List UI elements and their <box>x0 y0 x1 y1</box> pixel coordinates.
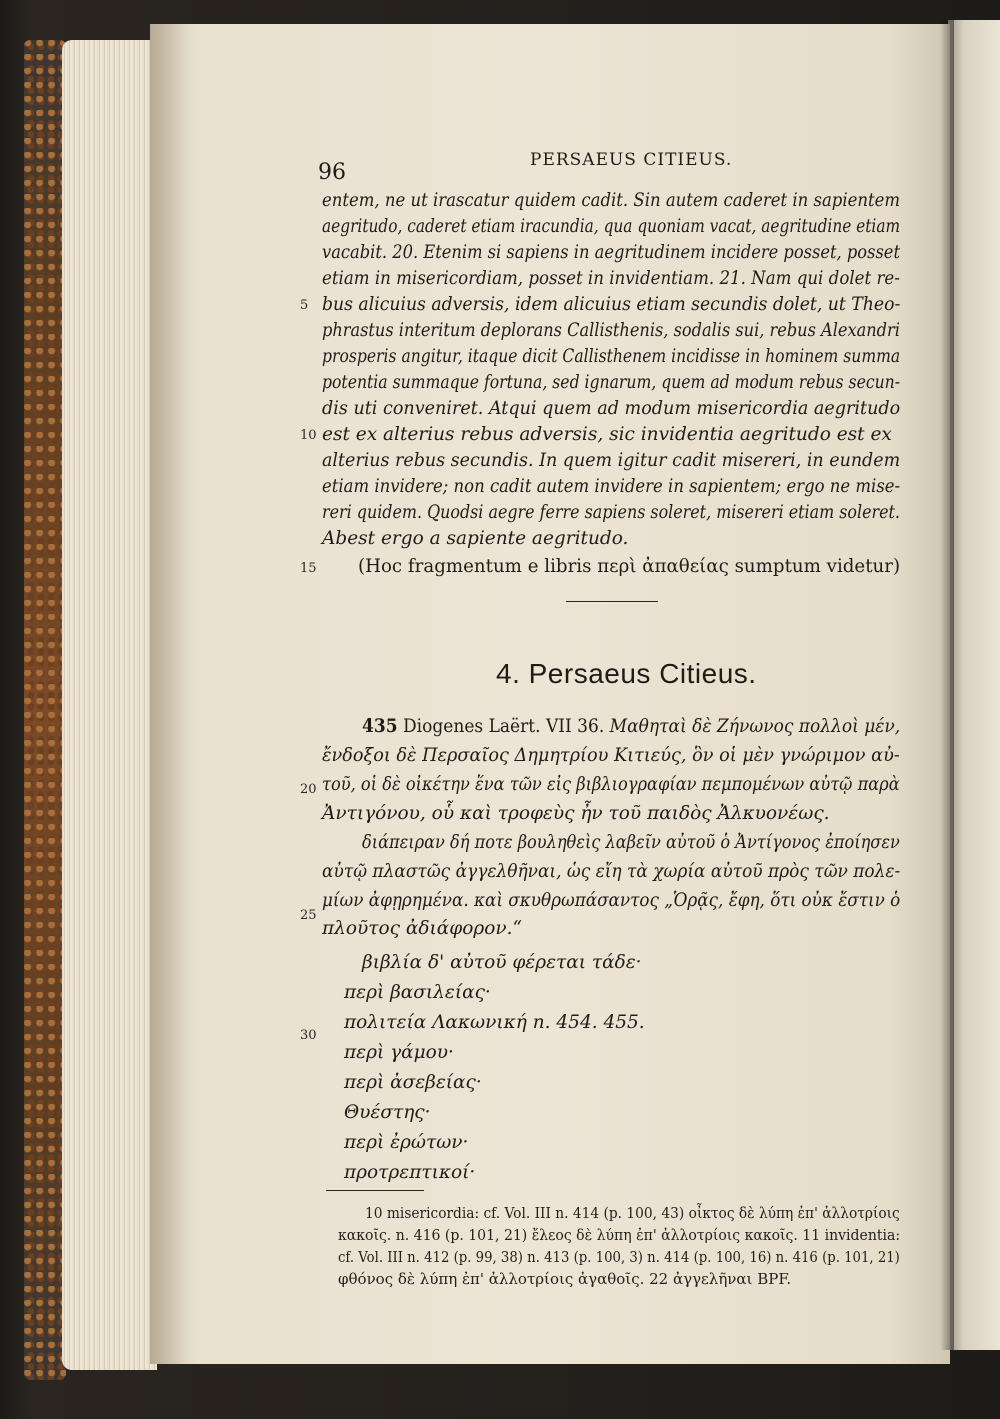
running-title: PERSAEUS CITIEUS. <box>530 150 733 170</box>
gutter-shadow <box>150 24 190 1364</box>
section-title: 4. Persaeus Citieus. <box>496 658 757 689</box>
entry-line: μίων ἀφῃρημένα. καὶ σκυθρωπάσαντος „Ὁρᾷς, ἔφη, ὅτι οὐκ ἔστιν ὁ <box>322 890 901 911</box>
book-spine <box>24 40 66 1380</box>
page-number: 96 <box>318 160 346 185</box>
entry-source: Diogenes Laërt. VII 36. <box>402 716 605 737</box>
footnote-line: φθόνος δὲ λύπη ἐπ' ἀλλοτρίοις ἀγαθοῖς. 22 ἀγγελῆναι BPF. <box>338 1270 792 1288</box>
fragment-line: potentia summaque fortuna, sed ignarum, quem ad modum rebus secun- <box>322 372 900 393</box>
entry-line: διάπειραν δή ποτε βουληθεὶς λαβεῖν αὐτοῦ ὁ Ἀντίγονος ἐποίησεν <box>362 832 900 853</box>
work-title: περὶ γάμου· <box>344 1042 454 1063</box>
line-number: 25 <box>300 908 317 923</box>
fragment-line: reri quidem. Quodsi aegre ferre sapiens soleret, misereri etiam soleret. <box>322 502 900 523</box>
work-title: Θυέστης· <box>344 1102 431 1123</box>
fragment-line: etiam in misericordiam, posset in invidentiam. 21. Nam qui dolet re- <box>322 268 900 289</box>
line-number: 20 <box>300 782 317 797</box>
fragment-line: alterius rebus secundis. In quem igitur cadit misereri, in eundem <box>322 450 901 471</box>
line-number: 15 <box>300 561 317 576</box>
works-intro: βιβλία δ' αὐτοῦ φέρεται τάδε· <box>362 952 642 973</box>
line-number: 5 <box>300 298 309 313</box>
footnote-line: κακοῖς. n. 416 (p. 101, 21) ἔλεος δὲ λύπη ἐπ' ἀλλοτρίοις κακοῖς. 11 invidentia: <box>338 1226 901 1244</box>
fragment-line: vacabit. 20. Etenim si sapiens in aegritudinem incidere posset, posset <box>322 242 900 263</box>
footnote-rule <box>326 1190 424 1191</box>
entry-line: ἔνδοξοι δὲ Περσαῖος Δημητρίου Κιτιεύς, ὃν οἱ μὲν γνώριμον αὐ- <box>322 745 900 766</box>
entry-heading <box>362 716 900 737</box>
facing-page-shadow <box>940 20 954 1350</box>
footnote-line: cf. Vol. III n. 412 (p. 99, 38) n. 413 (p. 100, 3) n. 414 (p. 100, 16) n. 416 (p. 101, 21) <box>338 1248 900 1266</box>
fragment-line: phrastus interitum deplorans Callisthenis, sodalis sui, rebus Alexandri <box>322 320 900 341</box>
source-note: (Hoc fragmentum e libris περὶ ἀπαθείας sumptum videtur) <box>358 556 901 577</box>
fragment-line: etiam invidere; non cadit autem invidere in sapientem; ergo ne mise- <box>322 476 901 497</box>
fragment-line: prosperis angitur, itaque dicit Callisthenem incidisse in hominem summa <box>322 346 901 367</box>
section-divider <box>566 601 658 602</box>
fragment-line: Abest ergo a sapiente aegritudo. <box>322 528 629 549</box>
fragment-line: est ex alterius rebus adversis, sic invidentia aegritudo est ex <box>322 424 892 445</box>
entry-line: τοῦ, οἱ δὲ οἰκέτην ἕνα τῶν εἰς βιβλιογραφίαν πεμπομένων αὐτῷ παρὰ <box>322 774 900 795</box>
page-edges <box>62 40 157 1370</box>
entry-line: αὐτῷ πλαστῶς ἀγγελθῆναι, ὡς εἴη τὰ χωρία αὐτοῦ πρὸς τῶν πολε- <box>322 861 901 882</box>
entry-number: 435 <box>362 716 398 737</box>
work-title: πολιτεία Λακωνική n. 454. 455. <box>344 1012 645 1033</box>
fragment-line: entem, ne ut irascatur quidem cadit. Sin autem caderet in sapientem <box>322 190 901 211</box>
fragment-line: bus alicuius adversis, idem alicuius etiam secundis dolet, ut Theo- <box>322 294 901 315</box>
work-title: περὶ βασιλείας· <box>344 982 491 1003</box>
work-title: περὶ ἐρώτων· <box>344 1132 469 1153</box>
entry-line: πλοῦτος ἀδιάφορον.“ <box>322 918 522 939</box>
fragment-line: aegritudo, caderet etiam iracundia, qua quoniam vacat, aegritudine etiam <box>322 216 901 237</box>
line-number: 10 <box>300 428 317 443</box>
entry-line: Μαθηταὶ δὲ Ζήνωνος πολλοὶ μέν, <box>609 716 901 737</box>
work-title: προτρεπτικοί· <box>344 1162 476 1183</box>
line-number: 30 <box>300 1028 317 1043</box>
entry-line: Ἀντιγόνου, οὗ καὶ τροφεὺς ἦν τοῦ παιδὸς Ἀλκυονέως. <box>322 803 830 824</box>
facing-page-edge <box>948 20 1000 1350</box>
footnote-line: 10 misericordia: cf. Vol. III n. 414 (p. 100, 43) οἶκτος δὲ λύπη ἐπ' ἀλλοτρίοις <box>365 1204 900 1222</box>
fragment-line: dis uti conveniret. Atqui quem ad modum misericordia aegritudo <box>322 398 901 419</box>
work-title: περὶ ἀσεβείας· <box>344 1072 482 1093</box>
